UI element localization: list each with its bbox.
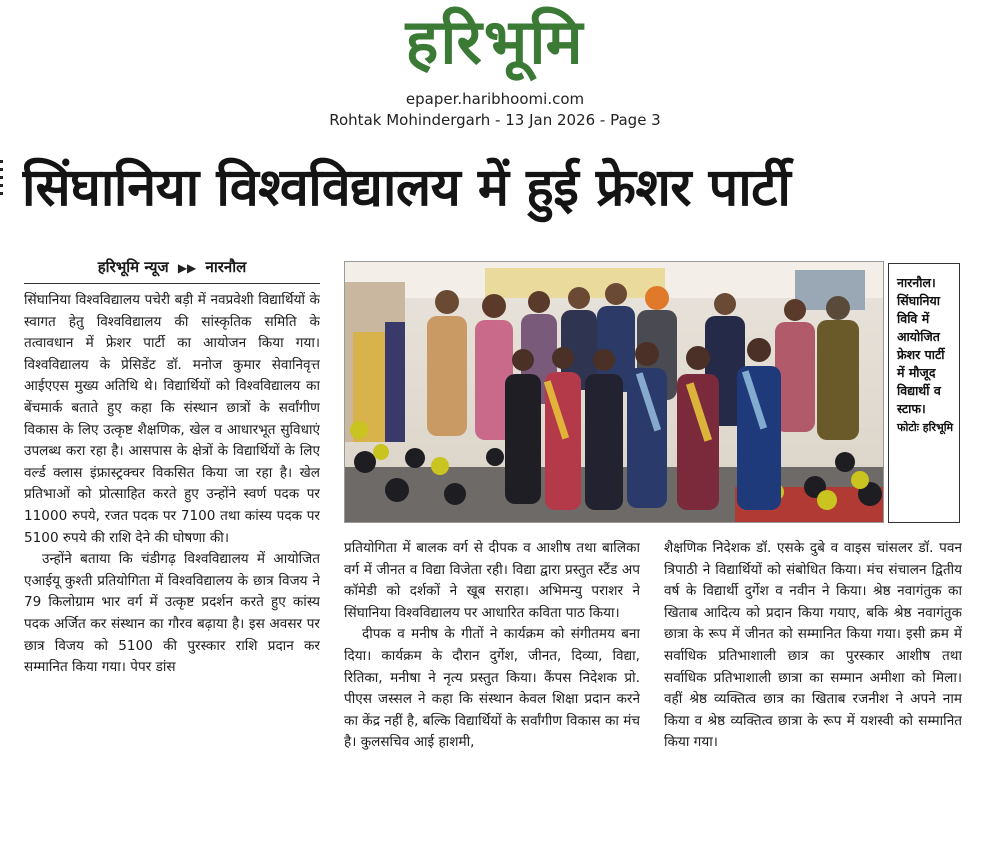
byline-place: नारनौल	[205, 258, 247, 276]
caption-text: सिंघानिया विवि में आयोजित फ्रेशर पार्टी में मौजूद विद्यार्थी व स्टाफ।	[897, 293, 945, 416]
byline-arrow-icon: ▶▶	[177, 261, 197, 275]
edition-line: Rohtak Mohindergarh - 13 Jan 2026 - Page 3	[329, 111, 661, 129]
haribhoomi-logo[interactable]: हरिभूमि	[405, 5, 585, 78]
paragraph: उन्होंने बताया कि चंडीगढ़ विश्वविद्यालय में आयोजित एआईयू कुश्ती प्रतियोगिता में विश्वविद्यालय के छात्र विजय ने 79 किलोग्राम भार वर्ग में उत्कृष्ट प्रदर्शन करते हुए कांस्य पदक अर्जित कर संस्थान का गौरव बढ़ाया है। इस अवसर पर छात्र विजय को 5100 की पुरस्कार राशि प्रदान कर सम्मानित किया गया। पेपर डांस	[24, 551, 320, 676]
event-photo	[344, 261, 884, 523]
article-column-3	[664, 538, 962, 830]
group-photo-illustration	[345, 262, 884, 523]
article-headline: सिंघानिया विश्वविद्यालय में हुई फ्रेशर पार्टी	[22, 158, 791, 218]
paragraph: शैक्षणिक निदेशक डॉ. एसके दुबे व वाइस चांसलर डॉ. पवन त्रिपाठी ने विद्यार्थियों को संबोधित किया। मंच संचालन द्वितीय वर्ष के विद्यार्थी दुर्गेश व नवीन ने किया। श्रेष्ठ नवागंतुक का खिताब आदित्य को प्रदान किया गयाए, बकि श्रेष्ठ नवागंतुक छात्रा के रूप में जीनत को सम्मानित किया गया। इसी क्रम में सर्वाधिक प्रतिभाशाली छात्र का पुरस्कार आशीष तथा सर्वाधिक प्रतिभाशाली छात्रा का सम्मान अमीशा को मिला। वहीं श्रेष्ठ व्यक्तित्व छात्र का खिताब रजनीश ने अपने नाम किया व श्रेष्ठ व्यक्तित्व छात्रा के रूप में यशस्वी को सम्मानित किया गया।	[664, 540, 962, 751]
paragraph: सिंघानिया विश्वविद्यालय पचेरी बड़ी में नवप्रवेशी विद्यार्थियों के स्वागत हेतु विश्वविद्यालय की सांस्कृतिक समिति के तत्वावधान में फ्रेशर पार्टी का आयोजन किया गया। विश्वविद्यालय के प्रेसिडेंट डॉ. मनोज कुमार सेवानिवृत्त आईएएस मुख्य अतिथि थे। विद्यार्थियों को विश्वविद्यालय का बेंचमार्क बताते हुए कहा कि संस्थान छात्रों के सर्वांगीण विकास के लिए उत्कृष्ट शैक्षणिक, खेल व आधारभूत सुविधाएं उपलब्ध करा रहा है। आसपास के क्षेत्रों के विद्यार्थियों के लिए वर्ल्ड क्लास इंफ्रास्ट्रक्चर विकसित किया जा रहा है। खेल प्रतिभाओं को प्रोत्साहित करते हुए उन्होंने स्वर्ण पदक पर 11000 रुपये, रजत पदक पर 7100 तथा कांस्य पदक पर 5100 रुपये की राशि देने की घोषणा की।	[24, 292, 320, 546]
paragraph: प्रतियोगिता में बालक वर्ग से दीपक व आशीष तथा बालिका वर्ग में जीनत व विद्या विजेता रही। विद्या द्वारा प्रस्तुत स्टैंड अप कॉमेडी को दर्शकों ने खूब सराहा। अभिमन्यु पराशर ने सिंघानिया विश्वविद्यालय पर आधारित कविता पाठ किया।	[344, 540, 640, 621]
masthead	[0, 0, 990, 90]
article-column-1	[24, 290, 320, 830]
byline	[24, 254, 320, 284]
epaper-url[interactable]: epaper.haribhoomi.com	[405, 90, 585, 108]
byline-agency: हरिभूमि न्यूज	[97, 258, 169, 276]
paragraph: दीपक व मनीष के गीतों ने कार्यक्रम को संगीतमय बना दिया। कार्यक्रम के दौरान दुर्गेश, जीनत, दिव्या, विद्या, रितिका, मनीषा ने नृत्य प्रस्तुत किया। कैंपस निदेशक प्रो. पीएस जस्सल ने कहा कि संस्थान केवल शिक्षा प्रदान करने का केंद्र नहीं है, बल्कि विद्यार्थियों के सर्वांगीण विकास का मंच है। कुलसचिव आई हाशमी,	[344, 626, 640, 751]
photo-caption	[888, 263, 960, 523]
photo-credit: फोटोः हरिभूमि	[897, 421, 954, 434]
article-column-2	[344, 538, 640, 830]
column-edge-marker	[0, 160, 4, 202]
caption-place: नारनौल।	[897, 275, 936, 290]
